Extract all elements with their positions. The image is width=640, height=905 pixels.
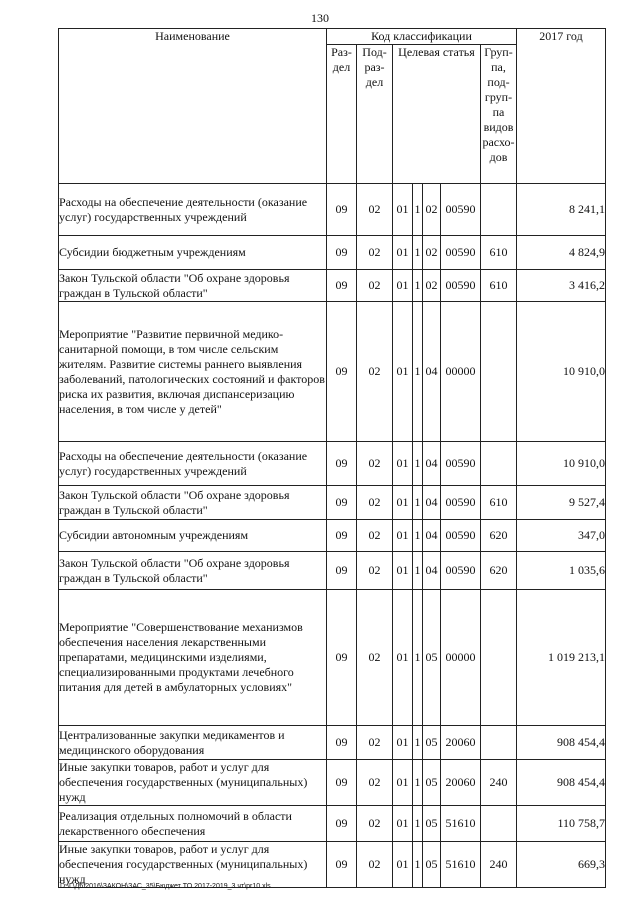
page-number: 130	[311, 11, 329, 25]
row-expense-type	[481, 302, 517, 442]
row-amount: 347,0	[517, 520, 606, 552]
row-section: 09	[327, 760, 357, 806]
row-target-subprogram: 1	[413, 842, 423, 888]
row-name: Иные закупки товаров, работ и услуг для обеспечения государственных (муниципальных) нужд	[59, 842, 327, 888]
row-target-activity: 04	[423, 302, 441, 442]
row-subsection: 02	[357, 442, 393, 486]
row-target-activity: 02	[423, 184, 441, 236]
row-subsection: 02	[357, 552, 393, 590]
header-year: 2017 год	[517, 29, 606, 184]
row-target-program: 01	[393, 520, 413, 552]
row-target-program: 01	[393, 842, 413, 888]
row-subsection: 02	[357, 726, 393, 760]
row-section: 09	[327, 520, 357, 552]
row-name: Мероприятие "Развитие первичной медико-санитарной помощи, в том числе сельским жителям. Развитие системы раннего выявления заболеваний, патологических состояний и факторов риска их развития, включая диспансеризацию населения, в том числе у детей"	[59, 302, 327, 442]
row-target-activity: 05	[423, 760, 441, 806]
row-expense-type: 610	[481, 486, 517, 520]
row-target-activity: 05	[423, 842, 441, 888]
row-name: Субсидии автономным учреждениям	[59, 520, 327, 552]
row-section: 09	[327, 590, 357, 726]
row-target-subprogram: 1	[413, 760, 423, 806]
row-amount: 1 035,6	[517, 552, 606, 590]
row-amount: 10 910,0	[517, 302, 606, 442]
table-row	[59, 842, 606, 888]
budget-table	[58, 28, 606, 888]
header-subsection: Под- раз- дел	[357, 45, 393, 184]
row-amount: 908 454,4	[517, 760, 606, 806]
row-amount: 908 454,4	[517, 726, 606, 760]
row-target-subprogram: 1	[413, 520, 423, 552]
row-target-direction: 51610	[441, 842, 481, 888]
row-section: 09	[327, 270, 357, 302]
row-subsection: 02	[357, 520, 393, 552]
row-expense-type: 610	[481, 236, 517, 270]
row-amount: 10 910,0	[517, 442, 606, 486]
row-target-program: 01	[393, 236, 413, 270]
row-target-program: 01	[393, 270, 413, 302]
row-target-subprogram: 1	[413, 184, 423, 236]
file-path-footer: D:\Г\Д6\2016\ЗАКОН\ЗАС_35\Бюджет ТО 2017-2019_3 чт\pr10.xls	[60, 883, 271, 890]
row-section: 09	[327, 486, 357, 520]
row-target-subprogram: 1	[413, 552, 423, 590]
row-target-activity: 05	[423, 726, 441, 760]
row-target-subprogram: 1	[413, 442, 423, 486]
header-section: Раз- дел	[327, 45, 357, 184]
table-row	[59, 486, 606, 520]
row-target-subprogram: 1	[413, 270, 423, 302]
row-target-activity: 04	[423, 552, 441, 590]
row-name: Централизованные закупки медикаментов и медицинского оборудования	[59, 726, 327, 760]
row-target-program: 01	[393, 806, 413, 842]
header-expense-type: Груп- па, под- груп- па видов расхо- дов	[481, 45, 517, 184]
row-subsection: 02	[357, 590, 393, 726]
row-subsection: 02	[357, 184, 393, 236]
row-expense-type	[481, 806, 517, 842]
row-target-activity: 04	[423, 442, 441, 486]
row-name: Субсидии бюджетным учреждениям	[59, 236, 327, 270]
row-subsection: 02	[357, 806, 393, 842]
row-target-direction: 51610	[441, 806, 481, 842]
row-target-activity: 05	[423, 806, 441, 842]
row-name: Закон Тульской области "Об охране здоровья граждан в Тульской области"	[59, 486, 327, 520]
table-row	[59, 520, 606, 552]
row-target-program: 01	[393, 726, 413, 760]
row-target-direction: 00590	[441, 184, 481, 236]
row-target-direction: 20060	[441, 760, 481, 806]
row-section: 09	[327, 184, 357, 236]
row-name: Расходы на обеспечение деятельности (оказание услуг) государственных учреждений	[59, 442, 327, 486]
row-amount: 9 527,4	[517, 486, 606, 520]
row-expense-type	[481, 442, 517, 486]
row-target-direction: 00590	[441, 442, 481, 486]
row-target-direction: 00590	[441, 236, 481, 270]
header-name: Наименование	[59, 29, 327, 184]
row-amount: 1 019 213,1	[517, 590, 606, 726]
row-target-direction: 00590	[441, 520, 481, 552]
row-target-program: 01	[393, 590, 413, 726]
row-section: 09	[327, 552, 357, 590]
row-target-subprogram: 1	[413, 302, 423, 442]
row-section: 09	[327, 842, 357, 888]
table-row	[59, 184, 606, 236]
table-row	[59, 302, 606, 442]
row-target-activity: 05	[423, 590, 441, 726]
row-section: 09	[327, 236, 357, 270]
row-name: Иные закупки товаров, работ и услуг для обеспечения государственных (муниципальных) нужд	[59, 760, 327, 806]
row-expense-type: 620	[481, 520, 517, 552]
row-expense-type: 240	[481, 842, 517, 888]
row-target-direction: 00000	[441, 302, 481, 442]
row-target-subprogram: 1	[413, 486, 423, 520]
row-target-direction: 00590	[441, 270, 481, 302]
row-target-program: 01	[393, 552, 413, 590]
row-target-direction: 20060	[441, 726, 481, 760]
row-expense-type	[481, 184, 517, 236]
row-target-subprogram: 1	[413, 806, 423, 842]
table-row	[59, 236, 606, 270]
row-target-subprogram: 1	[413, 236, 423, 270]
row-target-activity: 04	[423, 486, 441, 520]
row-subsection: 02	[357, 270, 393, 302]
row-name: Расходы на обеспечение деятельности (оказание услуг) государственных учреждений	[59, 184, 327, 236]
row-expense-type: 620	[481, 552, 517, 590]
header-code-group: Код классификации	[327, 29, 517, 45]
row-target-program: 01	[393, 442, 413, 486]
row-target-direction: 00590	[441, 486, 481, 520]
row-subsection: 02	[357, 842, 393, 888]
row-name: Закон Тульской области "Об охране здоровья граждан в Тульской области"	[59, 552, 327, 590]
row-target-subprogram: 1	[413, 726, 423, 760]
row-expense-type	[481, 590, 517, 726]
row-section: 09	[327, 442, 357, 486]
table-row	[59, 760, 606, 806]
table-body	[59, 184, 606, 888]
row-subsection: 02	[357, 236, 393, 270]
row-target-activity: 02	[423, 270, 441, 302]
table-row	[59, 806, 606, 842]
row-section: 09	[327, 806, 357, 842]
row-section: 09	[327, 726, 357, 760]
row-target-program: 01	[393, 184, 413, 236]
table-row	[59, 442, 606, 486]
row-target-program: 01	[393, 760, 413, 806]
row-expense-type: 240	[481, 760, 517, 806]
row-amount: 8 241,1	[517, 184, 606, 236]
row-target-direction: 00000	[441, 590, 481, 726]
row-target-program: 01	[393, 486, 413, 520]
row-expense-type: 610	[481, 270, 517, 302]
row-amount: 3 416,2	[517, 270, 606, 302]
row-name: Закон Тульской области "Об охране здоровья граждан в Тульской области"	[59, 270, 327, 302]
row-target-subprogram: 1	[413, 590, 423, 726]
table-row	[59, 726, 606, 760]
row-amount: 669,3	[517, 842, 606, 888]
row-target-direction: 00590	[441, 552, 481, 590]
row-subsection: 02	[357, 486, 393, 520]
row-name: Реализация отдельных полномочий в области лекарственного обеспечения	[59, 806, 327, 842]
header-target-article: Целевая статья	[393, 45, 481, 184]
row-section: 09	[327, 302, 357, 442]
row-target-activity: 02	[423, 236, 441, 270]
row-expense-type	[481, 726, 517, 760]
row-subsection: 02	[357, 302, 393, 442]
table-row	[59, 552, 606, 590]
row-amount: 4 824,9	[517, 236, 606, 270]
row-target-activity: 04	[423, 520, 441, 552]
table-row	[59, 590, 606, 726]
row-name: Мероприятие "Совершенствование механизмов обеспечения населения лекарственными препаратами, медицинскими изделиями, специализированными продуктами лечебного питания для детей в амбулаторных условиях"	[59, 590, 327, 726]
table-row	[59, 270, 606, 302]
row-subsection: 02	[357, 760, 393, 806]
row-target-program: 01	[393, 302, 413, 442]
row-amount: 110 758,7	[517, 806, 606, 842]
